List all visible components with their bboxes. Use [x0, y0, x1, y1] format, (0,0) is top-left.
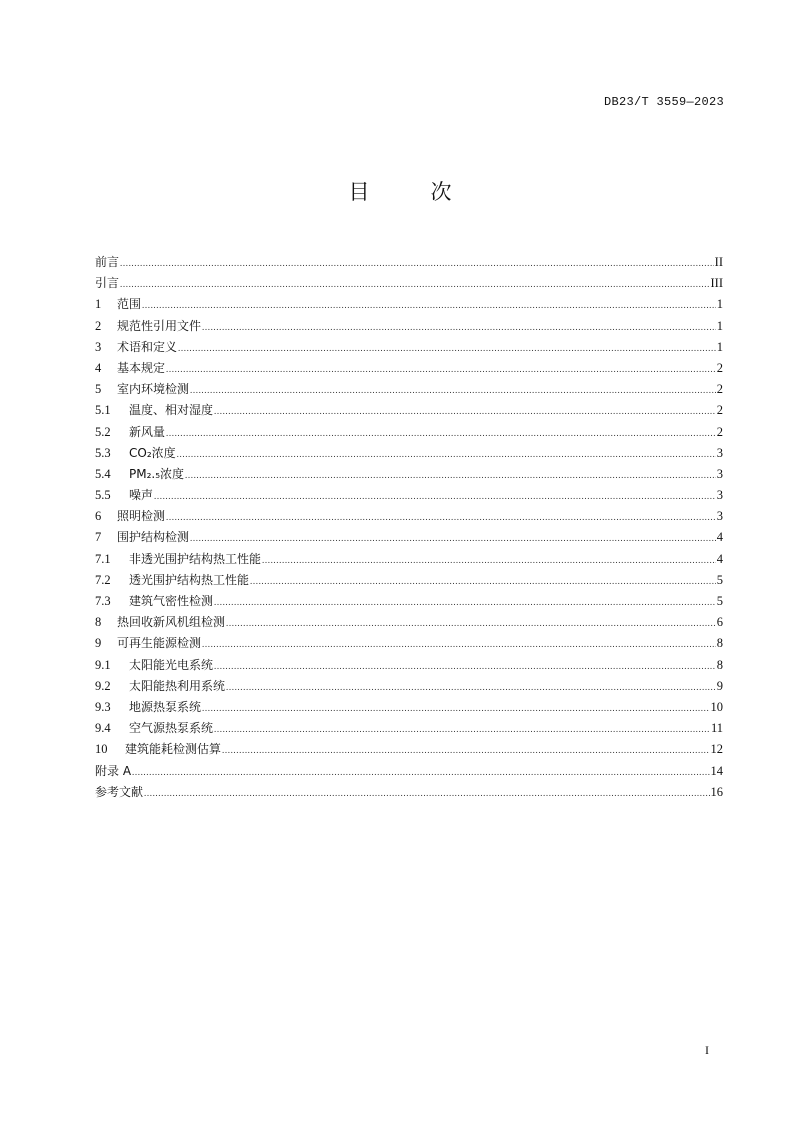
toc-label: 附录 A	[95, 763, 132, 778]
toc-page-number: 6	[716, 615, 723, 630]
toc-page-number: 12	[710, 742, 723, 757]
toc-page-number: 3	[716, 488, 723, 503]
toc-number: 5.4	[95, 466, 111, 481]
toc-page-number: 2	[716, 424, 723, 439]
toc-page-number: 1	[716, 297, 723, 312]
toc-number: 3	[95, 339, 102, 354]
toc-leader-dots	[202, 698, 709, 719]
toc-leader-dots	[226, 613, 716, 634]
toc-label: 室内环境检测	[117, 382, 190, 397]
toc-entry-5[interactable]	[95, 379, 723, 400]
toc-label: 术语和定义	[117, 339, 178, 354]
toc-number: 9.1	[95, 657, 111, 672]
toc-page-number: 4	[716, 551, 723, 566]
toc-page-number: 3	[716, 466, 723, 481]
toc-number: 6	[95, 509, 102, 524]
toc-entry-5-1[interactable]	[95, 400, 723, 421]
document-code: DB23/T 3559—2023	[603, 95, 724, 109]
toc-entry-9-1[interactable]	[95, 655, 723, 676]
page-number: I	[705, 1043, 709, 1057]
toc-entry-9-3[interactable]	[95, 697, 723, 718]
toc-entry-appendix-a[interactable]	[95, 761, 723, 782]
toc-entry-1[interactable]	[95, 294, 723, 315]
toc-leader-dots	[185, 465, 716, 486]
toc-entry-5-5[interactable]	[95, 485, 723, 506]
toc-leader-dots	[214, 656, 716, 677]
toc-number: 8	[95, 615, 102, 630]
toc-leader-dots	[222, 740, 709, 761]
toc-entry-9[interactable]	[95, 633, 723, 654]
toc-leader-dots	[132, 762, 709, 783]
toc-leader-dots	[166, 507, 716, 528]
toc-leader-dots	[120, 253, 714, 274]
toc-label: 基本规定	[117, 360, 166, 375]
toc-label: 可再生能源检测	[117, 636, 202, 651]
toc-leader-dots	[226, 677, 716, 698]
toc-label: 引言	[95, 276, 120, 291]
toc-page-number: 2	[716, 382, 723, 397]
toc-label: 规范性引用文件	[117, 318, 202, 333]
toc-entry-9-4[interactable]	[95, 718, 723, 739]
toc-leader-dots	[154, 486, 716, 507]
toc-number: 7.2	[95, 572, 111, 587]
toc-page-number: 9	[716, 678, 723, 693]
toc-page-number: 2	[716, 360, 723, 375]
toc-entry-5-2[interactable]	[95, 422, 723, 443]
toc-entry-7-2[interactable]	[95, 570, 723, 591]
toc-page-number: 14	[710, 763, 723, 778]
toc-number: 2	[95, 318, 102, 333]
toc-page-number: 2	[716, 403, 723, 418]
toc-page-number: III	[710, 276, 723, 291]
toc-leader-dots	[177, 444, 716, 465]
toc-leader-dots	[142, 295, 716, 316]
toc-number: 7.3	[95, 594, 111, 608]
table-of-contents	[95, 252, 723, 803]
toc-label: 太阳能光电系统	[129, 657, 214, 672]
toc-label: 建筑气密性检测	[129, 594, 214, 608]
toc-leader-dots	[190, 528, 716, 549]
toc-entry-introduction[interactable]	[95, 273, 723, 294]
toc-number: 9.2	[95, 678, 111, 693]
toc-entry-7-3[interactable]	[95, 591, 723, 612]
toc-entry-6[interactable]	[95, 506, 723, 527]
toc-number: 5.5	[95, 488, 111, 503]
toc-number: 9.3	[95, 699, 111, 714]
toc-label: 建筑能耗检测估算	[125, 742, 222, 757]
toc-leader-dots	[214, 719, 710, 740]
toc-leader-dots	[166, 423, 716, 444]
toc-number: 1	[95, 297, 102, 312]
toc-leader-dots	[144, 783, 709, 804]
toc-number: 7.1	[95, 551, 111, 566]
toc-number: 4	[95, 360, 102, 375]
toc-entry-foreword[interactable]	[95, 252, 723, 273]
toc-page-number: 5	[716, 572, 723, 587]
toc-page-number: 4	[716, 530, 723, 545]
toc-number: 5	[95, 382, 102, 397]
toc-entry-3[interactable]	[95, 337, 723, 358]
toc-label: 围护结构检测	[117, 530, 190, 545]
toc-entry-7-1[interactable]	[95, 549, 723, 570]
toc-entry-4[interactable]	[95, 358, 723, 379]
toc-entry-9-2[interactable]	[95, 676, 723, 697]
toc-page-number: 10	[710, 699, 723, 714]
toc-leader-dots	[262, 550, 716, 571]
toc-label: 新风量	[129, 424, 166, 439]
toc-label: 噪声	[129, 488, 154, 503]
toc-label: 范围	[117, 297, 142, 312]
toc-label: 太阳能热利用系统	[129, 678, 226, 693]
toc-entry-references[interactable]	[95, 782, 723, 803]
toc-label: 温度、相对湿度	[129, 403, 214, 418]
toc-entry-5-4[interactable]	[95, 464, 723, 485]
toc-label: 参考文献	[95, 784, 144, 799]
toc-leader-dots	[214, 401, 716, 422]
toc-entry-8[interactable]	[95, 612, 723, 633]
toc-label: 透光围护结构热工性能	[129, 572, 250, 587]
page-title: 目 次	[348, 180, 472, 204]
toc-page-number: 11	[710, 721, 723, 736]
toc-number: 10	[95, 742, 108, 757]
toc-page-number: 3	[716, 445, 723, 460]
toc-leader-dots	[178, 338, 716, 359]
toc-label: PM₂.₅浓度	[129, 466, 185, 481]
toc-number: 9	[95, 636, 102, 651]
toc-page-number: 5	[716, 594, 723, 608]
toc-number: 5.3	[95, 445, 111, 460]
toc-leader-dots	[202, 317, 716, 338]
toc-label: 空气源热泵系统	[129, 721, 214, 736]
toc-entry-10[interactable]	[95, 739, 723, 760]
toc-leader-dots	[202, 634, 716, 655]
toc-number: 9.4	[95, 721, 111, 736]
toc-page-number: 1	[716, 339, 723, 354]
toc-label: 非透光围护结构热工性能	[129, 551, 262, 566]
toc-label: 照明检测	[117, 509, 166, 524]
toc-number: 7	[95, 530, 102, 545]
toc-page-number: 16	[710, 784, 723, 799]
toc-entry-7[interactable]	[95, 527, 723, 548]
toc-label: CO₂浓度	[129, 445, 176, 460]
toc-label: 地源热泵系统	[129, 699, 202, 714]
toc-page-number: 1	[716, 318, 723, 333]
toc-number: 5.2	[95, 424, 111, 439]
toc-entry-5-3[interactable]	[95, 443, 723, 464]
toc-page-number: 3	[716, 509, 723, 524]
toc-leader-dots	[214, 592, 716, 613]
toc-page-number: 8	[716, 636, 723, 651]
toc-page-number: 8	[716, 657, 723, 672]
toc-number: 5.1	[95, 403, 111, 418]
toc-leader-dots	[190, 380, 716, 401]
toc-label: 前言	[95, 255, 120, 269]
toc-leader-dots	[166, 359, 716, 380]
toc-leader-dots	[250, 571, 716, 592]
toc-leader-dots	[120, 274, 709, 295]
toc-entry-2[interactable]	[95, 316, 723, 337]
toc-label: 热回收新风机组检测	[117, 615, 226, 630]
toc-page-number: II	[714, 255, 723, 269]
